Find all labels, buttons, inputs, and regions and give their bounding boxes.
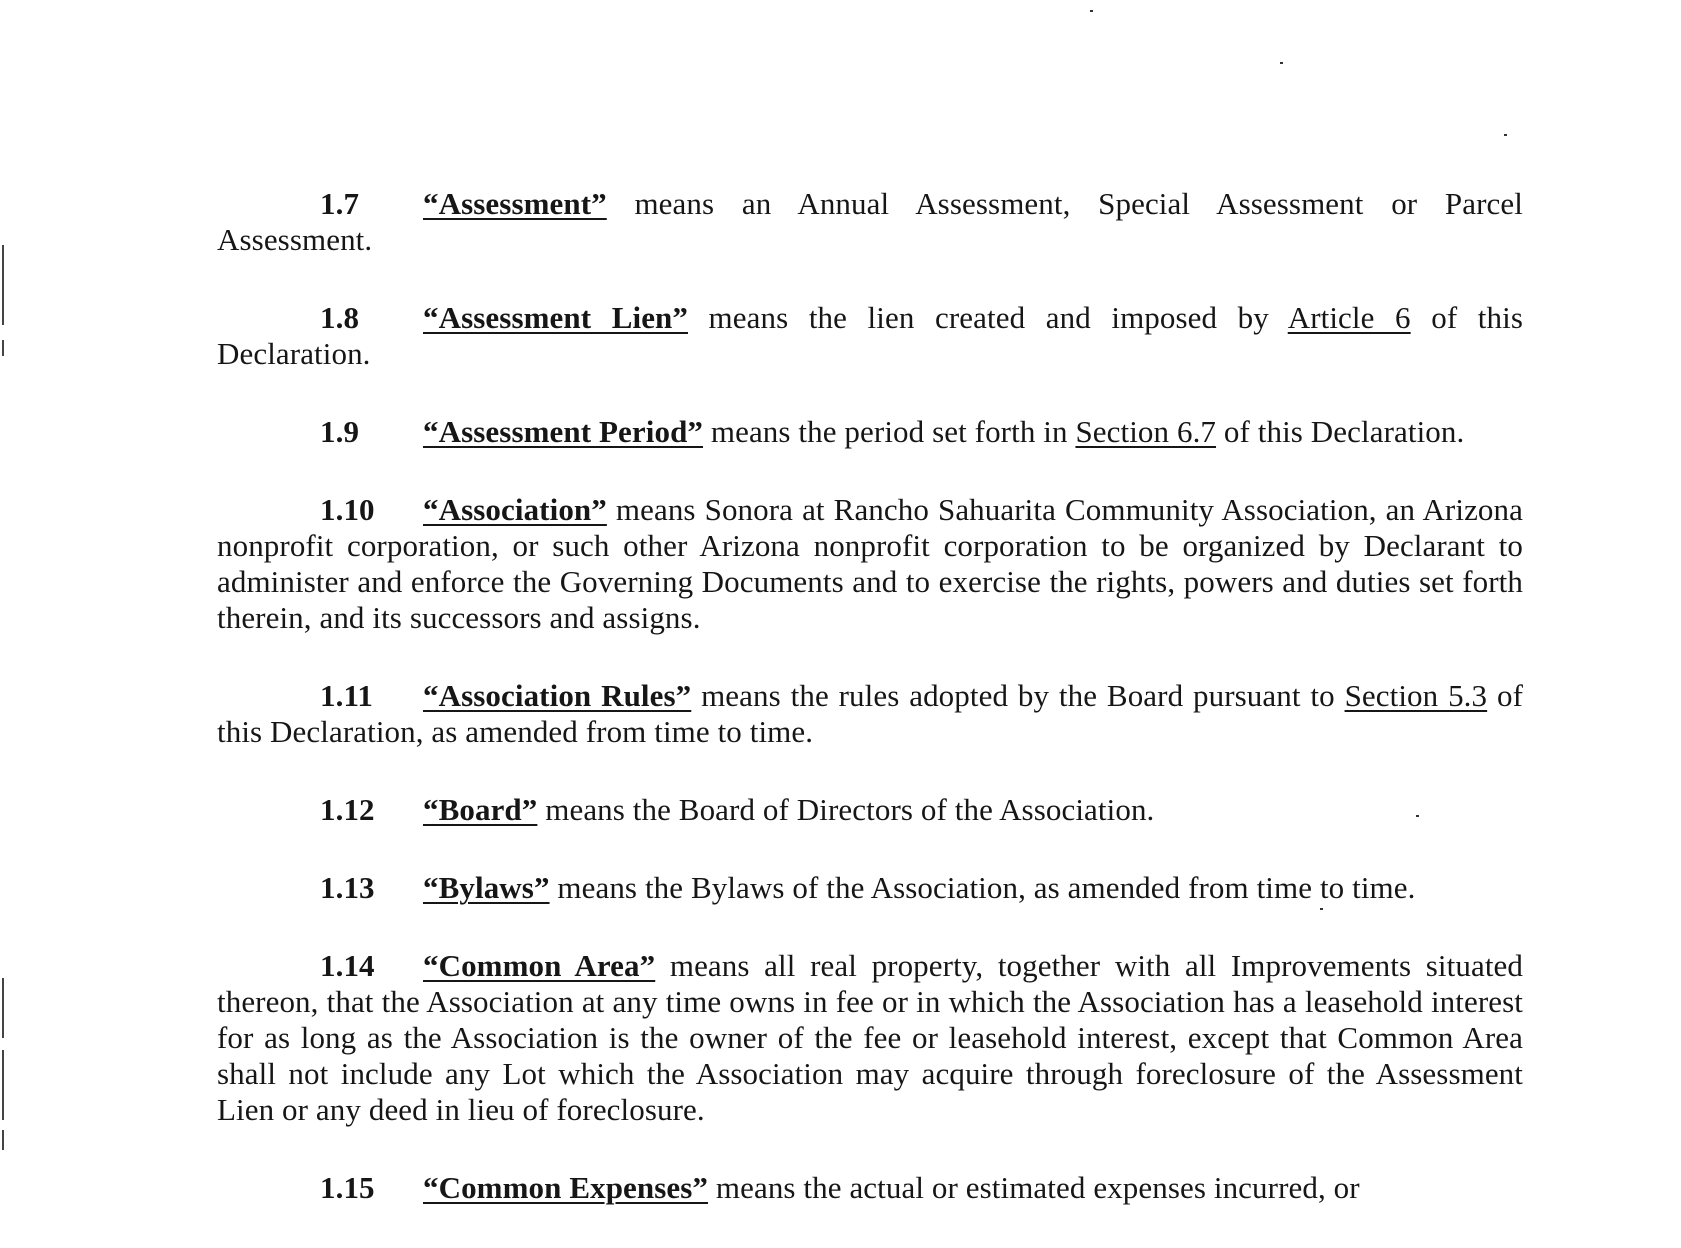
definition-text: means Sonora at Rancho Sahuarita Community Association, an Arizona nonprofit corporation, or such other Arizona nonprofit corporation to be organized by Declarant to administer and enforce the Governing Documents and to exercise the rights, powers and duties set forth therein, and its successors and assigns.: [217, 492, 1523, 635]
margin-mark: [2, 1050, 4, 1120]
defined-term: “Assessment Lien”: [423, 300, 688, 335]
scan-speck: [1504, 134, 1507, 136]
definition-1-12: [217, 792, 1523, 828]
definition-1-9: [217, 414, 1523, 450]
defined-term: “Association”: [423, 492, 607, 527]
cross-reference: Article 6: [1287, 300, 1411, 335]
margin-mark: [2, 245, 4, 325]
definition-text: means an Annual Assessment, Special Assessment or Parcel Assessment.: [217, 186, 1523, 257]
definition-1-10: [217, 492, 1523, 636]
definition-1-7: [217, 186, 1523, 258]
definition-text: of this Declaration, as amended from time to time.: [217, 678, 1523, 749]
defined-term: “Assessment Period”: [423, 414, 704, 449]
definition-text: means the rules adopted by the Board pursuant to: [691, 678, 1345, 713]
definition-text: means the lien created and imposed by: [688, 300, 1288, 335]
section-number: 1.11: [320, 678, 373, 713]
cross-reference: Section 6.7: [1075, 414, 1217, 449]
section-number: 1.9: [320, 414, 360, 449]
definitions-list: [217, 186, 1523, 1248]
definition-text: means the period set forth in: [703, 414, 1076, 449]
section-number: 1.12: [320, 792, 375, 827]
definition-text: means the Bylaws of the Association, as amended from time to time.: [549, 870, 1416, 905]
definition-1-14: [217, 948, 1523, 1128]
defined-term: “Bylaws”: [423, 870, 550, 905]
defined-term: “Assessment”: [423, 186, 607, 221]
section-number: 1.7: [320, 186, 360, 221]
section-number: 1.8: [320, 300, 360, 335]
definition-1-13: [217, 870, 1523, 906]
margin-mark: [2, 1130, 4, 1150]
definition-text: of this Declaration.: [1216, 414, 1465, 449]
definition-text: means the actual or estimated expenses incurred, or: [708, 1170, 1360, 1205]
defined-term: “Common Area”: [423, 948, 656, 983]
section-number: 1.10: [320, 492, 375, 527]
margin-mark: [2, 340, 4, 356]
cross-reference: Section 5.3: [1344, 678, 1488, 713]
definition-text: means the Board of Directors of the Association.: [537, 792, 1155, 827]
definition-text: of this Declaration.: [217, 300, 1523, 371]
definition-1-15: [217, 1170, 1523, 1206]
definition-1-11: [217, 678, 1523, 750]
defined-term: “Board”: [423, 792, 538, 827]
section-number: 1.15: [320, 1170, 375, 1205]
defined-term: “Association Rules”: [423, 678, 692, 713]
defined-term: “Common Expenses”: [423, 1170, 709, 1205]
margin-mark: [2, 978, 4, 1038]
scan-speck: [1280, 62, 1283, 64]
definition-text: means all real property, together with all Improvements situated thereon, that the Association at any time owns in fee or in which the Association has a leasehold interest for as long as the Association is the owner of the fee or leasehold interest, except that Common Area shall not include any Lot which the Association may acquire through foreclosure of the Assessment Lien or any deed in lieu of foreclosure.: [217, 948, 1523, 1127]
section-number: 1.14: [320, 948, 375, 983]
section-number: 1.13: [320, 870, 375, 905]
scan-speck: [1090, 10, 1093, 12]
definition-1-8: [217, 300, 1523, 372]
